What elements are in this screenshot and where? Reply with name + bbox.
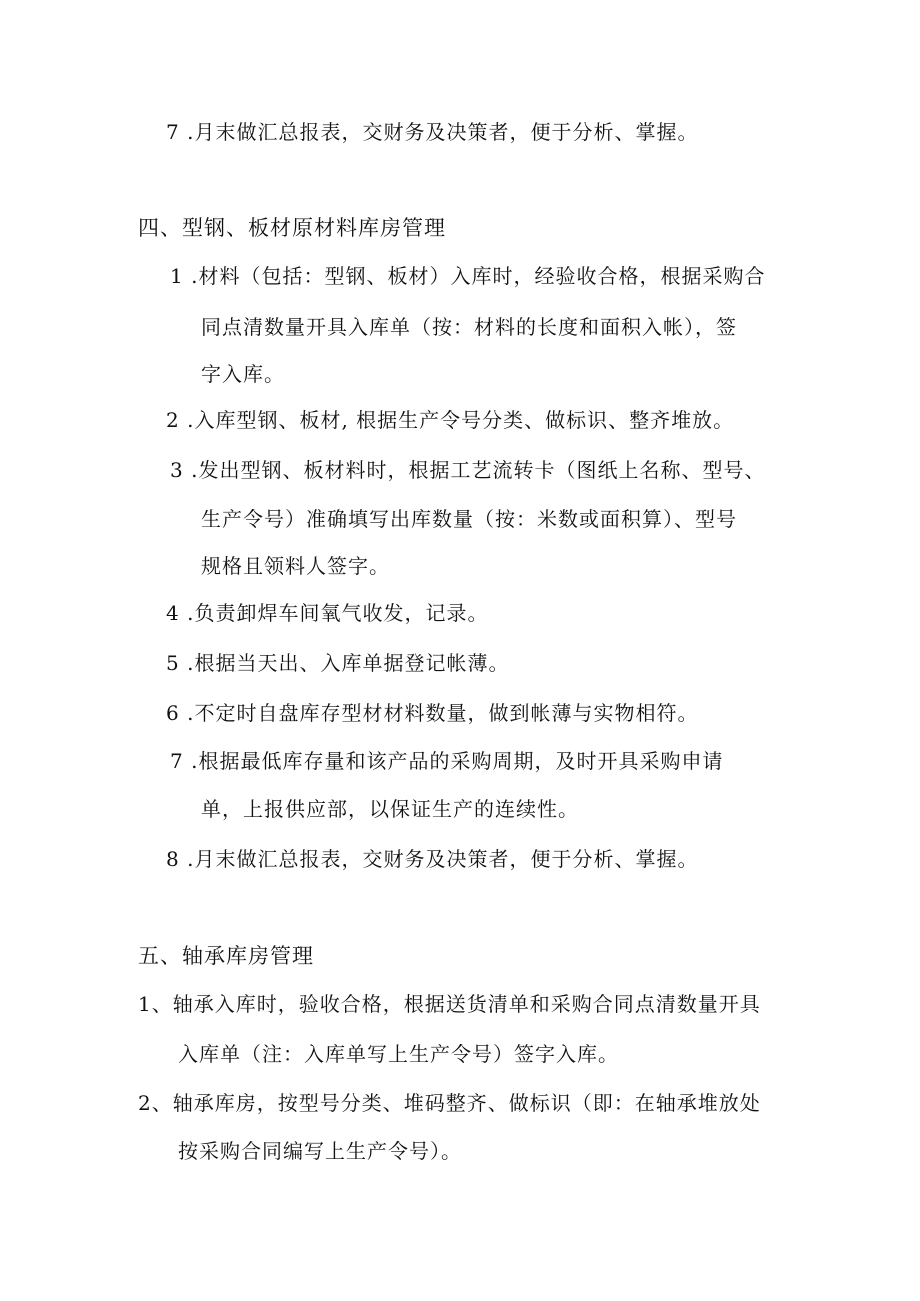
s4-item-7-line-1: 7 .根据最低库存量和该产品的采购周期，及时开具采购申请	[170, 749, 724, 773]
s4-item-7-line-2: 单，上报供应部，以保证生产的连续性。	[201, 797, 579, 821]
s4-item-1-line-3: 字入库。	[201, 362, 285, 386]
s4-item-3-line-1: 3 .发出型钢、板材料时，根据工艺流转卡（图纸上名称、型号、	[170, 458, 766, 482]
s4-item-4: 4 .负责卸焊车间氧气收发，记录。	[166, 601, 489, 625]
prev-item-7: 7 .月末做汇总报表，交财务及决策者，便于分析、掌握。	[166, 120, 699, 144]
s5-item-1-line-1: 1、轴承入库时，验收合格，根据送货清单和采购合同点清数量开具	[138, 992, 761, 1016]
s4-item-8: 8 .月末做汇总报表，交财务及决策者，便于分析、掌握。	[166, 847, 699, 871]
s4-item-5: 5 .根据当天出、入库单据登记帐薄。	[166, 651, 510, 675]
s5-item-2-line-2: 按采购合同编写上生产令号）。	[178, 1139, 462, 1163]
s5-item-2-line-1: 2、轴承库房，按型号分类、堆码整齐、做标识（即：在轴承堆放处	[138, 1091, 761, 1115]
s4-item-1-line-2: 同点清数量开具入库单（按：材料的长度和面积入帐），签	[201, 315, 737, 339]
s4-item-6: 6 .不定时自盘库存型材材料数量，做到帐薄与实物相符。	[166, 701, 699, 725]
section-4-title: 四、型钢、板材原材料库房管理	[138, 216, 446, 240]
s4-item-3-line-2: 生产令号）准确填写出库数量（按：米数或面积算）、型号	[201, 507, 737, 531]
s5-item-1-line-2: 入库单（注：入库单写上生产令号）签字入库。	[178, 1042, 619, 1066]
s4-item-1-line-1: 1 .材料（包括：型钢、板材）入库时，经验收合格，根据采购合	[170, 264, 766, 288]
section-5-title: 五、轴承库房管理	[138, 944, 314, 968]
s4-item-3-line-3: 规格且领料人签字。	[201, 554, 390, 578]
s4-item-2: 2 .入库型钢、板材, 根据生产令号分类、做标识、整齐堆放。	[166, 408, 735, 432]
